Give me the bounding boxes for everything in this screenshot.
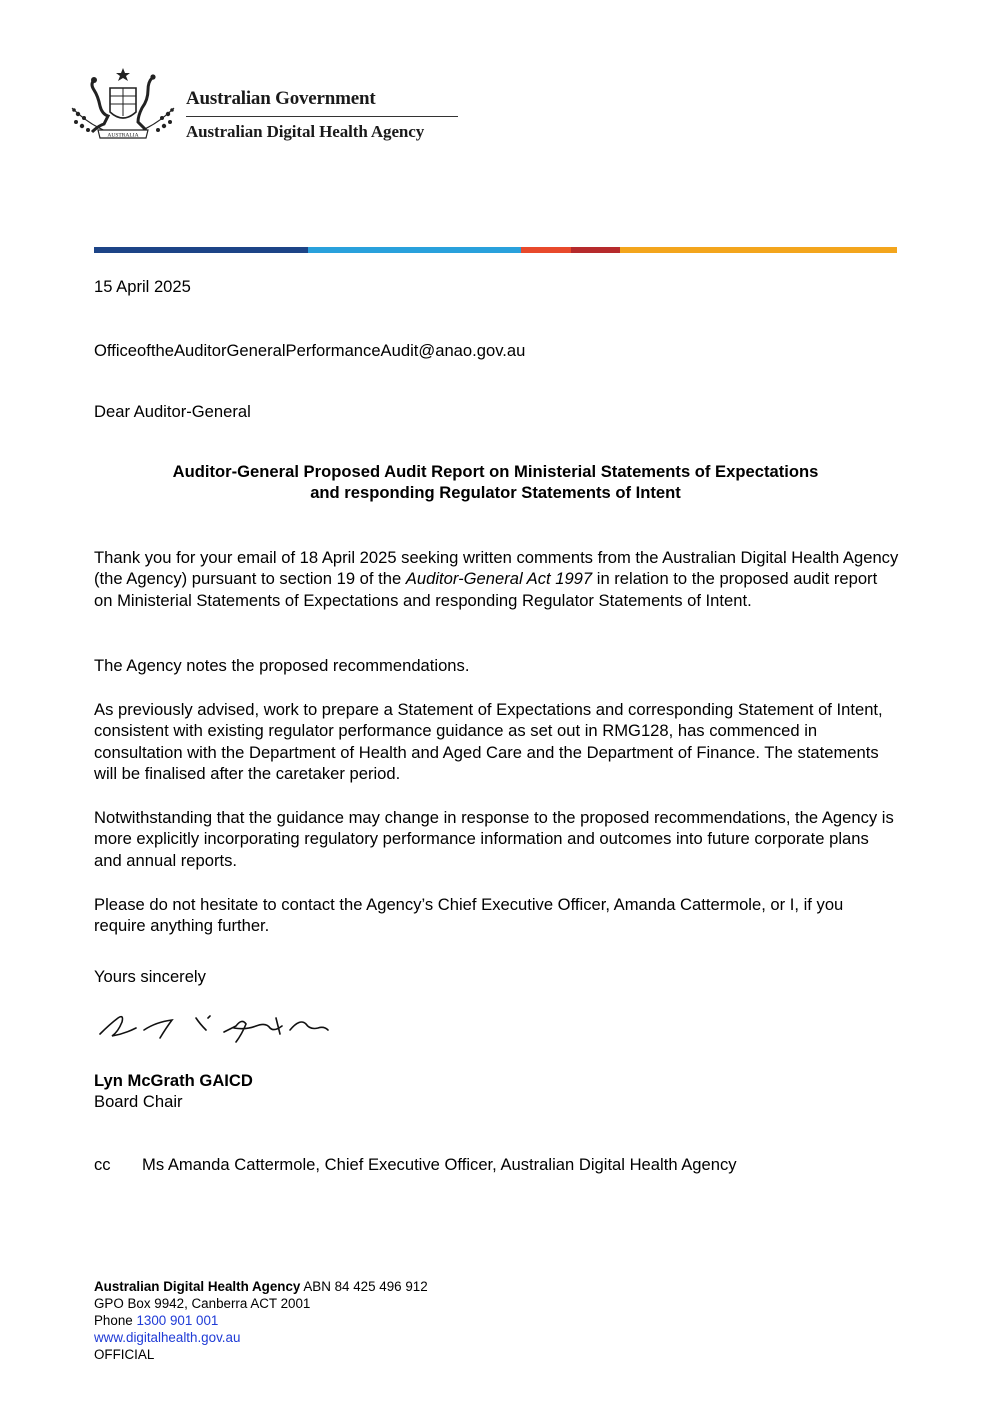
paragraph-5: Please do not hesitate to contact the Agency’s Chief Executive Officer, Amanda Cattermole, or I, if you require anything further. bbox=[94, 895, 844, 936]
footer-phone-label: Phone bbox=[94, 1313, 137, 1328]
cc-label: cc bbox=[94, 1155, 111, 1174]
closing: Yours sincerely bbox=[94, 967, 206, 986]
color-bar-segment-yellow bbox=[620, 247, 897, 253]
footer-phone-link[interactable]: 1300 901 001 bbox=[136, 1313, 219, 1328]
paragraph-1 bbox=[94, 547, 899, 611]
paragraph-1-text: Thank you for your email of 18 April 2025 seeking written comments from the Australian Digital Health Agency (the Agency) pursuant to section 19 of the bbox=[94, 548, 899, 589]
coat-of-arms-icon bbox=[68, 66, 178, 148]
paragraph-1-text-end: in relation to the proposed audit report on Ministerial Statements of Expectations and responding Regulator Statements of Intent. bbox=[94, 569, 878, 610]
brand-color-bar bbox=[94, 247, 897, 253]
color-bar-segment-orange bbox=[521, 247, 571, 253]
svg-text:AUSTRALIA: AUSTRALIA bbox=[107, 132, 139, 139]
paragraph-2: The Agency notes the proposed recommendations. bbox=[94, 656, 470, 675]
paragraph-3: As previously advised, work to prepare a Statement of Expectations and corresponding Statement of Intent, consistent with existing regulator performance guidance as set out in RMG128, has commenced in consultation with the Department of Health and Aged Care and the Department of Finance. The statements will be finalised after the caretaker period. bbox=[94, 700, 883, 783]
color-bar-segment-red bbox=[571, 247, 620, 253]
signer-title: Board Chair bbox=[94, 1092, 183, 1111]
footer-address: GPO Box 9942, Canberra ACT 2001 bbox=[94, 1296, 311, 1311]
act-title: Auditor-General Act 1997 bbox=[405, 569, 593, 589]
cc-recipient: Ms Amanda Cattermole, Chief Executive Officer, Australian Digital Health Agency bbox=[142, 1155, 737, 1174]
footer-website-link[interactable]: www.digitalhealth.gov.au bbox=[94, 1330, 241, 1345]
agency-title: Australian Digital Health Agency bbox=[186, 122, 425, 141]
footer-abn: ABN 84 425 496 912 bbox=[300, 1279, 428, 1294]
paragraph-4: Notwithstanding that the guidance may change in response to the proposed recommendations, the Agency is more explicitly incorporating regulatory performance information and outcomes into future corporate plans and annual reports. bbox=[94, 808, 894, 870]
footer-org-name: Australian Digital Health Agency bbox=[94, 1279, 301, 1294]
color-bar-segment-navy bbox=[94, 247, 308, 253]
footer-org bbox=[94, 1278, 428, 1295]
color-bar-segment-blue bbox=[308, 247, 521, 253]
letter-subject bbox=[94, 461, 897, 503]
government-title: Australian Government bbox=[186, 88, 376, 109]
letter-date: 15 April 2025 bbox=[94, 277, 191, 296]
recipient-email: OfficeoftheAuditorGeneralPerformanceAudit@anao.gov.au bbox=[94, 341, 526, 360]
signer-name: Lyn McGrath GAICD bbox=[94, 1071, 253, 1090]
salutation: Dear Auditor-General bbox=[94, 402, 251, 421]
footer-phone bbox=[94, 1312, 218, 1329]
subject-line-2: and responding Regulator Statements of Intent bbox=[310, 483, 681, 502]
subject-line-1: Auditor-General Proposed Audit Report on Ministerial Statements of Expectations bbox=[172, 462, 819, 481]
handwritten-signature bbox=[96, 1004, 332, 1044]
header-divider bbox=[186, 116, 458, 117]
security-classification: OFFICIAL bbox=[94, 1347, 155, 1362]
